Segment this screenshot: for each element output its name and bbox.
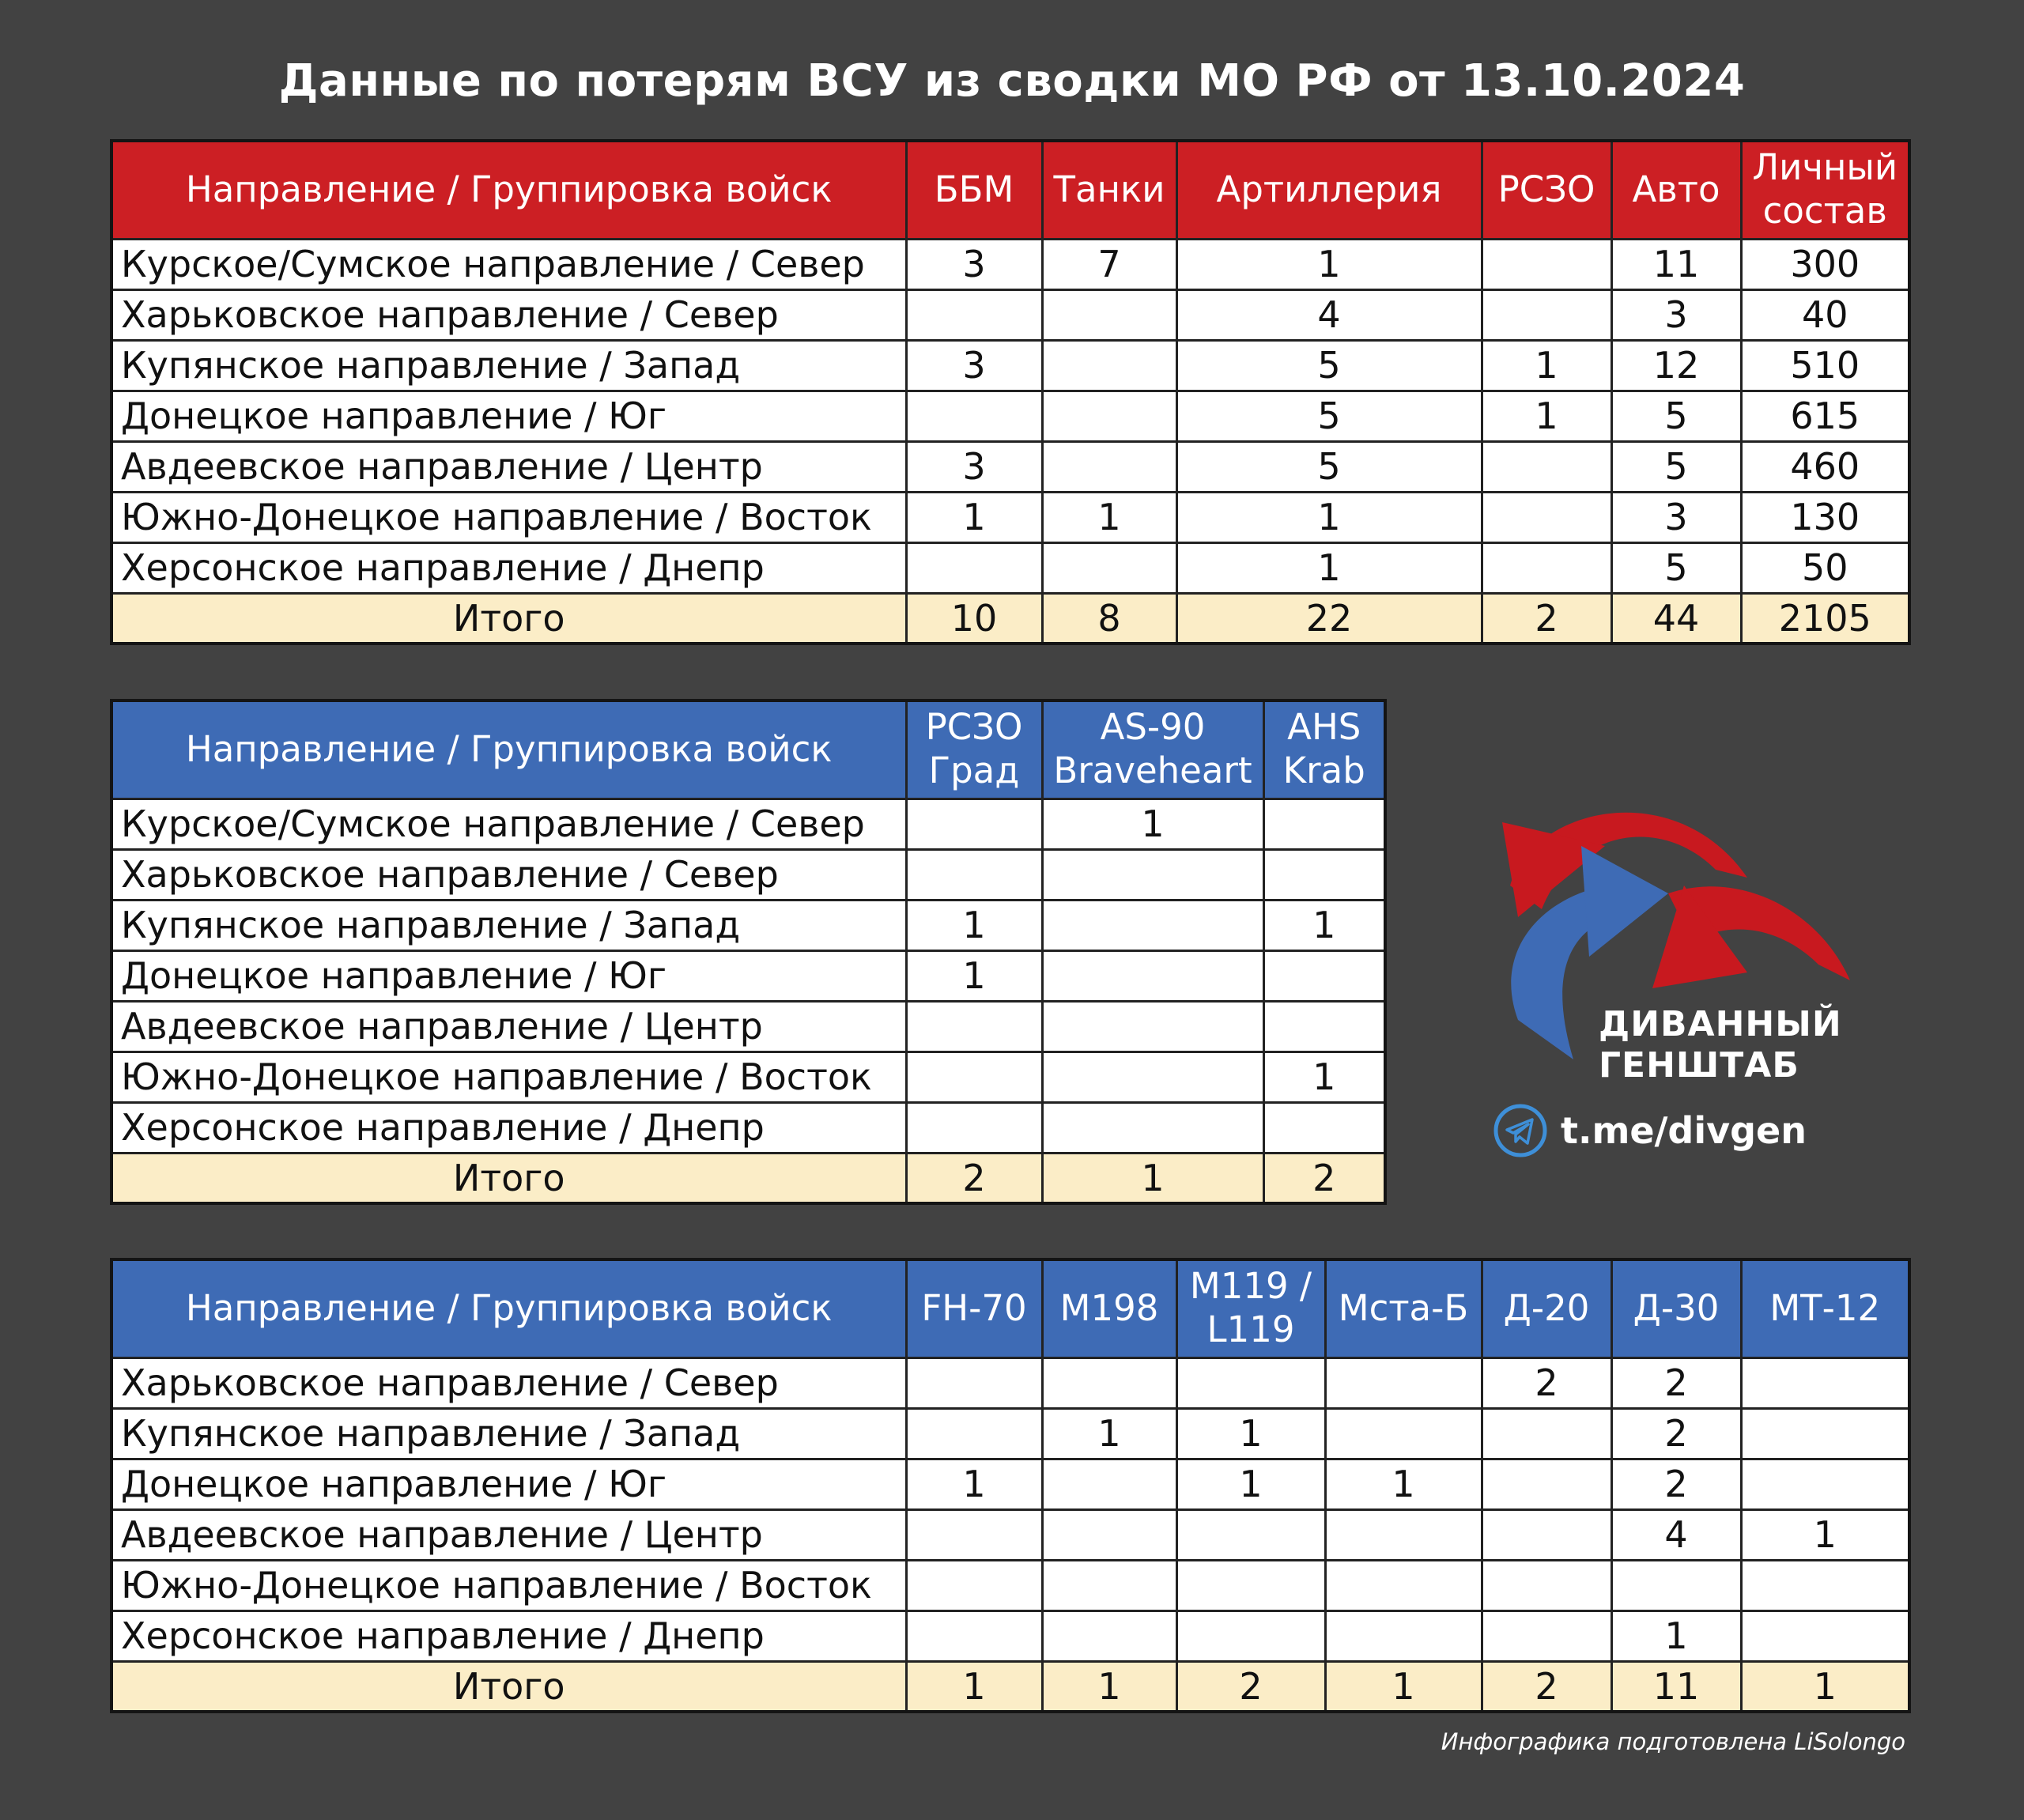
value-cell: [1263, 849, 1385, 900]
value-cell: 2: [1611, 1408, 1741, 1459]
value-cell: 1: [1325, 1459, 1482, 1509]
header-mlrs: РСЗО: [1482, 141, 1611, 239]
value-cell: 5: [1611, 391, 1741, 441]
value-cell: [1741, 1560, 1909, 1610]
direction-cell: Авдеевское направление / Центр: [111, 1509, 906, 1560]
value-cell: 1: [1042, 492, 1176, 542]
value-cell: 1: [1042, 1408, 1176, 1459]
value-cell: 4: [1611, 1509, 1741, 1560]
direction-cell: Херсонское направление / Днепр: [111, 1610, 906, 1661]
value-cell: [1482, 1560, 1611, 1610]
value-cell: [1611, 1560, 1741, 1610]
value-cell: 2: [1611, 1459, 1741, 1509]
value-cell: [1042, 1102, 1263, 1153]
value-cell: [906, 542, 1042, 593]
header-msta-b: Мста-Б: [1325, 1259, 1482, 1357]
value-cell: 1: [906, 900, 1042, 950]
value-cell: [906, 1560, 1042, 1610]
value-cell: 3: [1611, 289, 1741, 340]
value-cell: 5: [1176, 340, 1482, 391]
value-cell: 460: [1741, 441, 1909, 492]
table-header-row: [111, 700, 1385, 799]
value-cell: [906, 289, 1042, 340]
value-cell: 5: [1611, 542, 1741, 593]
value-cell: 1: [1263, 900, 1385, 950]
value-cell: 300: [1741, 239, 1909, 289]
table-row: [111, 1610, 1909, 1661]
direction-cell: Харьковское направление / Север: [111, 289, 906, 340]
value-cell: [1042, 950, 1263, 1001]
value-cell: 1: [1482, 391, 1611, 441]
total-cell: 1: [906, 1661, 1042, 1712]
value-cell: [1042, 441, 1176, 492]
total-cell: 1: [1325, 1661, 1482, 1712]
value-cell: [1325, 1610, 1482, 1661]
total-cell: 22: [1176, 593, 1482, 644]
credit-text: Инфографика подготовлена LiSolongo: [1441, 1728, 1905, 1755]
value-cell: [1482, 239, 1611, 289]
value-cell: 3: [906, 239, 1042, 289]
direction-cell: Херсонское направление / Днепр: [111, 542, 906, 593]
value-cell: 1: [1176, 492, 1482, 542]
table-row: [111, 1509, 1909, 1560]
value-cell: [1482, 441, 1611, 492]
value-cell: 40: [1741, 289, 1909, 340]
total-cell: 2: [1176, 1661, 1325, 1712]
table-row: [111, 1001, 1385, 1052]
total-cell: 2: [906, 1153, 1042, 1203]
value-cell: 5: [1176, 391, 1482, 441]
table-header-row: [111, 1259, 1909, 1357]
table-row: [111, 289, 1909, 340]
value-cell: [1741, 1408, 1909, 1459]
table-row: [111, 340, 1909, 391]
value-cell: 1: [906, 1459, 1042, 1509]
losses-table-mlrs-sp: [110, 699, 1387, 1205]
direction-cell: Авдеевское направление / Центр: [111, 441, 906, 492]
value-cell: [906, 799, 1042, 849]
value-cell: [1176, 1509, 1325, 1560]
value-cell: 1: [1482, 340, 1611, 391]
value-cell: [1042, 340, 1176, 391]
value-cell: [1042, 1509, 1176, 1560]
direction-cell: Купянское направление / Запад: [111, 1408, 906, 1459]
total-row: [111, 1661, 1909, 1712]
value-cell: [1176, 1610, 1325, 1661]
header-personnel: Личный состав: [1741, 141, 1909, 239]
value-cell: 11: [1611, 239, 1741, 289]
telegram-link-text[interactable]: t.me/divgen: [1561, 1109, 1807, 1152]
telegram-icon: [1493, 1103, 1548, 1158]
logo-text: [1599, 1004, 1842, 1086]
total-row: [111, 1153, 1385, 1203]
value-cell: 12: [1611, 340, 1741, 391]
losses-table-main: [110, 139, 1911, 645]
direction-cell: Авдеевское направление / Центр: [111, 1001, 906, 1052]
value-cell: [1042, 849, 1263, 900]
total-cell: 1: [1042, 1661, 1176, 1712]
header-d20: Д-20: [1482, 1259, 1611, 1357]
value-cell: 130: [1741, 492, 1909, 542]
value-cell: 1: [1263, 1052, 1385, 1102]
value-cell: 1: [1176, 542, 1482, 593]
value-cell: 7: [1042, 239, 1176, 289]
losses-table-towed-guns: [110, 1258, 1911, 1713]
value-cell: [1482, 1509, 1611, 1560]
value-cell: [1482, 1459, 1611, 1509]
table-row: [111, 950, 1385, 1001]
value-cell: [1042, 289, 1176, 340]
value-cell: [1325, 1408, 1482, 1459]
value-cell: 510: [1741, 340, 1909, 391]
header-mt12: МТ-12: [1741, 1259, 1909, 1357]
value-cell: 1: [1611, 1610, 1741, 1661]
value-cell: [1042, 900, 1263, 950]
value-cell: 3: [906, 340, 1042, 391]
value-cell: [1042, 1459, 1176, 1509]
value-cell: [1741, 1610, 1909, 1661]
value-cell: [1741, 1357, 1909, 1408]
value-cell: [1263, 799, 1385, 849]
value-cell: [1263, 950, 1385, 1001]
value-cell: [906, 1408, 1042, 1459]
table-row: [111, 1052, 1385, 1102]
value-cell: 5: [1611, 441, 1741, 492]
table-row: [111, 441, 1909, 492]
value-cell: 5: [1176, 441, 1482, 492]
value-cell: 3: [1611, 492, 1741, 542]
total-cell: 44: [1611, 593, 1741, 644]
value-cell: [906, 849, 1042, 900]
table-row: [111, 1408, 1909, 1459]
value-cell: 4: [1176, 289, 1482, 340]
value-cell: [1325, 1509, 1482, 1560]
direction-cell: Южно-Донецкое направление / Восток: [111, 492, 906, 542]
direction-cell: Херсонское направление / Днепр: [111, 1102, 906, 1153]
value-cell: 1: [906, 950, 1042, 1001]
value-cell: [1042, 1560, 1176, 1610]
header-tanks: Танки: [1042, 141, 1176, 239]
table-row: [111, 849, 1385, 900]
blue-arrowhead: [1581, 846, 1668, 957]
value-cell: [1482, 492, 1611, 542]
table-header-row: [111, 141, 1909, 239]
value-cell: 1: [1741, 1509, 1909, 1560]
total-cell: 2: [1482, 593, 1611, 644]
header-m119: M119 / L119: [1176, 1259, 1325, 1357]
header-krab: AHS Krab: [1263, 700, 1385, 799]
value-cell: [1325, 1357, 1482, 1408]
table-row: [111, 900, 1385, 950]
total-cell: 1: [1042, 1153, 1263, 1203]
value-cell: [1042, 391, 1176, 441]
direction-cell: Донецкое направление / Юг: [111, 1459, 906, 1509]
direction-cell: Курское/Сумское направление / Север: [111, 799, 906, 849]
value-cell: [906, 1357, 1042, 1408]
total-cell: 1: [1741, 1661, 1909, 1712]
value-cell: 1: [1176, 1408, 1325, 1459]
value-cell: [906, 1052, 1042, 1102]
value-cell: [906, 1610, 1042, 1661]
total-cell: 10: [906, 593, 1042, 644]
total-label: Итого: [111, 1661, 906, 1712]
value-cell: [1176, 1560, 1325, 1610]
table-row: [111, 391, 1909, 441]
value-cell: [1482, 1610, 1611, 1661]
table-row: [111, 492, 1909, 542]
direction-cell: Курское/Сумское направление / Север: [111, 239, 906, 289]
header-d30: Д-30: [1611, 1259, 1741, 1357]
total-label: Итого: [111, 1153, 906, 1203]
page-title: Данные по потерям ВСУ из сводки МО РФ от 13.10.2024: [278, 55, 1746, 107]
value-cell: [1482, 289, 1611, 340]
header-as90: AS-90 Braveheart: [1042, 700, 1263, 799]
value-cell: [1042, 1001, 1263, 1052]
value-cell: [906, 1102, 1042, 1153]
value-cell: [1325, 1560, 1482, 1610]
table-row: [111, 542, 1909, 593]
table-row: [111, 1102, 1385, 1153]
value-cell: [1263, 1001, 1385, 1052]
value-cell: [1482, 1408, 1611, 1459]
value-cell: [906, 1509, 1042, 1560]
direction-cell: Купянское направление / Запад: [111, 340, 906, 391]
logo-line-2: ГЕНШТАБ: [1599, 1045, 1799, 1086]
direction-cell: Донецкое направление / Юг: [111, 391, 906, 441]
header-direction: Направление / Группировка войск: [111, 700, 906, 799]
header-artillery: Артиллерия: [1176, 141, 1482, 239]
direction-cell: Южно-Донецкое направление / Восток: [111, 1560, 906, 1610]
value-cell: 1: [1176, 239, 1482, 289]
value-cell: [1042, 1052, 1263, 1102]
total-cell: 8: [1042, 593, 1176, 644]
header-direction: Направление / Группировка войск: [111, 141, 906, 239]
total-cell: 2: [1482, 1661, 1611, 1712]
value-cell: 615: [1741, 391, 1909, 441]
total-row: [111, 593, 1909, 644]
header-grad: РСЗО Град: [906, 700, 1042, 799]
value-cell: 3: [906, 441, 1042, 492]
direction-cell: Харьковское направление / Север: [111, 1357, 906, 1408]
direction-cell: Донецкое направление / Юг: [111, 950, 906, 1001]
header-m198: M198: [1042, 1259, 1176, 1357]
direction-cell: Харьковское направление / Север: [111, 849, 906, 900]
value-cell: [1176, 1357, 1325, 1408]
total-cell: 2105: [1741, 593, 1909, 644]
value-cell: [1042, 542, 1176, 593]
header-fh70: FH-70: [906, 1259, 1042, 1357]
header-direction: Направление / Группировка войск: [111, 1259, 906, 1357]
value-cell: [1042, 1357, 1176, 1408]
telegram-link[interactable]: [1493, 1103, 1807, 1158]
value-cell: [906, 391, 1042, 441]
value-cell: 50: [1741, 542, 1909, 593]
value-cell: [1482, 542, 1611, 593]
header-bbm: ББМ: [906, 141, 1042, 239]
value-cell: [1042, 1610, 1176, 1661]
value-cell: 1: [906, 492, 1042, 542]
value-cell: [906, 1001, 1042, 1052]
table-row: [111, 1560, 1909, 1610]
table-row: [111, 239, 1909, 289]
value-cell: [1741, 1459, 1909, 1509]
logo-line-1: ДИВАННЫЙ: [1599, 1004, 1842, 1044]
value-cell: 1: [1042, 799, 1263, 849]
direction-cell: Южно-Донецкое направление / Восток: [111, 1052, 906, 1102]
value-cell: [1263, 1102, 1385, 1153]
header-auto: Авто: [1611, 141, 1741, 239]
value-cell: 2: [1482, 1357, 1611, 1408]
table-row: [111, 799, 1385, 849]
table-row: [111, 1357, 1909, 1408]
total-label: Итого: [111, 593, 906, 644]
table-row: [111, 1459, 1909, 1509]
direction-cell: Купянское направление / Запад: [111, 900, 906, 950]
value-cell: 2: [1611, 1357, 1741, 1408]
total-cell: 2: [1263, 1153, 1385, 1203]
value-cell: 1: [1176, 1459, 1325, 1509]
total-cell: 11: [1611, 1661, 1741, 1712]
